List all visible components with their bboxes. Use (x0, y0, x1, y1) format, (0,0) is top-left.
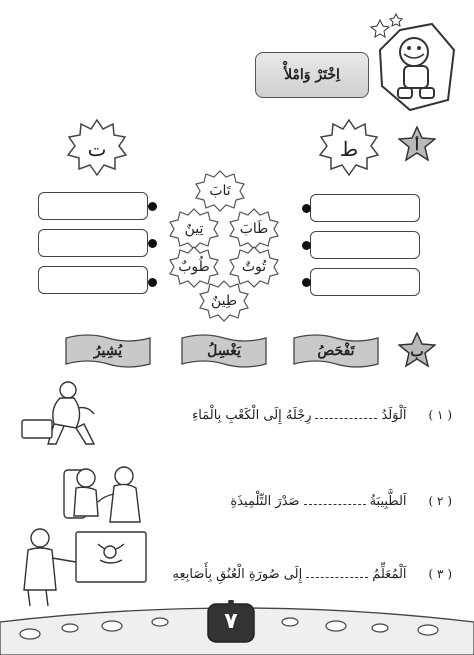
choice-word-2: يَغْسِلُ (207, 343, 241, 359)
sentence-number: ( ٢ ) (428, 494, 452, 508)
letter-left: ت (87, 137, 107, 161)
instruction-title: اِخْتَرْ وَامْلأْ (255, 52, 369, 98)
doctor-examining-student-illustration (60, 460, 152, 526)
word-3: تِينٌ (184, 221, 204, 237)
answer-box-right-3[interactable] (310, 268, 420, 296)
section-b-badge-label: ب (410, 344, 424, 360)
sentence-rest: صَدْرَ التِّلْمِيذَةِ (230, 494, 300, 509)
boy-washing-foot-illustration (18, 378, 110, 450)
answer-box-left-2[interactable] (38, 229, 148, 257)
sentence-rest: إِلَى صُورَةِ الْعُنُقِ بِأَصَابِعِهِ (172, 567, 303, 582)
answer-box-right-2[interactable] (310, 231, 420, 259)
sentence-row-2 (230, 494, 452, 509)
answer-box-left-1[interactable] (38, 192, 148, 220)
section-a-badge-label: أ (415, 138, 419, 154)
bullet-dot (148, 202, 157, 211)
sentence-row-1 (192, 408, 452, 423)
choice-word-1: تَفْحَصُ (317, 343, 355, 359)
bullet-dot (148, 239, 157, 248)
sentence-subject: اَلْوَلَدُ (381, 408, 407, 423)
sentence-blank[interactable] (315, 408, 377, 419)
answer-box-left-3[interactable] (38, 266, 148, 294)
sentence-row-3 (173, 567, 452, 582)
robot-mascot-illustration (370, 10, 460, 118)
sentence-number: ( ١ ) (428, 408, 452, 422)
word-4: تُوتٌ (241, 259, 267, 275)
sentence-blank[interactable] (304, 494, 366, 505)
choice-word-3: يُشِيرُ (93, 343, 123, 359)
answer-box-right-1[interactable] (310, 194, 420, 222)
sentence-rest: رِجْلَهُ إِلَى الْكَعْبِ بِالْمَاءِ (192, 408, 312, 423)
letter-right: ط (339, 137, 359, 161)
bullet-dot (148, 278, 157, 287)
sentence-subject: اَلطَّبِيبَةُ (369, 494, 407, 509)
word-1: تَابَ (209, 183, 231, 199)
sentence-number: ( ٣ ) (428, 567, 452, 581)
sentence-subject: اَلْمُعَلِّمُ (372, 567, 407, 582)
word-2: طَابَ (239, 221, 269, 237)
teacher-pointing-illustration (20, 524, 160, 608)
sentence-blank[interactable] (306, 567, 368, 578)
word-6: طِينٌ (210, 293, 238, 309)
page-number: ٧ (224, 608, 238, 634)
word-5: طُوبٌ (178, 259, 210, 275)
